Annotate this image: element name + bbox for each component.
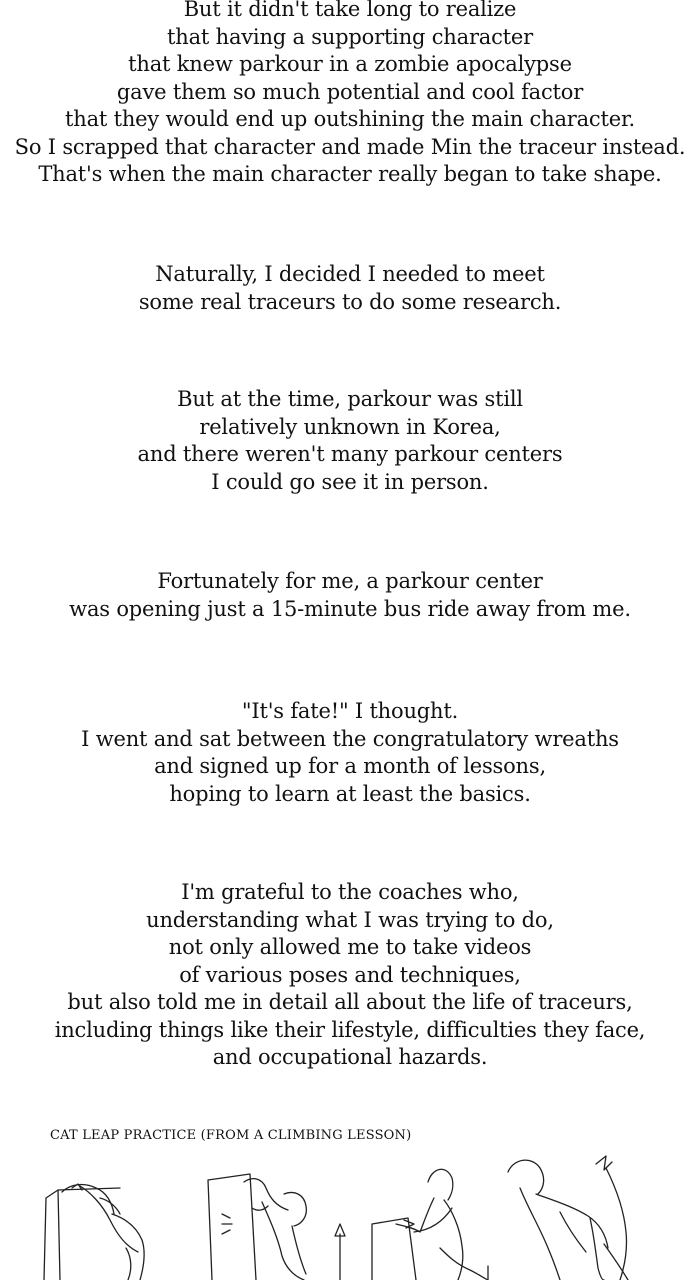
text-line: that they would end up outshining the main character. [65, 107, 635, 131]
text-line: relatively unknown in Korea, [199, 414, 501, 439]
text-line: and occupational hazards. [212, 1045, 488, 1069]
paragraph-4 [0, 568, 700, 623]
text-line: That's when the main character really began to take shape. [38, 162, 662, 186]
text-line: but also told me in detail all about the life of traceurs, [67, 990, 633, 1014]
text-line: of various poses and techniques, [179, 962, 521, 987]
text-line: But it didn't take long to realize [183, 0, 517, 21]
text-line: understanding what I was trying to do, [146, 907, 554, 932]
text-line: I could go see it in person. [211, 469, 489, 494]
text-line: I went and sat between the congratulatory wreaths [81, 726, 619, 751]
text-line: and there weren't many parkour centers [137, 442, 563, 466]
sketch-figure-hanging-on-wall [44, 1184, 144, 1280]
paragraph-3 [0, 386, 700, 496]
sketch-figure-climbing-wall [208, 1174, 345, 1280]
text-line: hoping to learn at least the basics. [169, 781, 531, 806]
text-line: some real traceurs to do some research. [138, 289, 562, 314]
text-line: that having a supporting character [167, 24, 533, 49]
text-line: Fortunately for me, a parkour center [157, 569, 543, 593]
paragraph-1 [0, 0, 700, 189]
paragraph-2 [0, 261, 700, 316]
sketch-figure-pushing-up-wall [372, 1169, 488, 1280]
text-line: "It's fate!" I thought. [241, 699, 459, 723]
paragraph-5 [0, 698, 700, 808]
text-line: including things like their lifestyle, difficulties they face, [54, 1017, 646, 1042]
paragraph-6 [0, 879, 700, 1072]
text-line: and signed up for a month of lessons, [154, 754, 546, 778]
text-line: gave them so much potential and cool factor [116, 79, 584, 104]
text-line: was opening just a 15-minute bus ride away from me. [69, 596, 631, 621]
text-line: that knew parkour in a zombie apocalypse [128, 52, 572, 76]
text-line: not only allowed me to take videos [168, 935, 532, 959]
text-line: I'm grateful to the coaches who, [181, 880, 519, 904]
text-line: Naturally, I decided I needed to meet [155, 262, 545, 286]
text-line: But at the time, parkour was still [177, 387, 523, 411]
sketch-figure-standing-bent [508, 1156, 628, 1280]
text-line: So I scrapped that character and made Min the traceur instead. [14, 134, 686, 159]
illustration-sketches [0, 1148, 700, 1280]
illustration-caption: CAT LEAP PRACTICE (FROM A CLIMBING LESSON) [50, 1128, 412, 1143]
